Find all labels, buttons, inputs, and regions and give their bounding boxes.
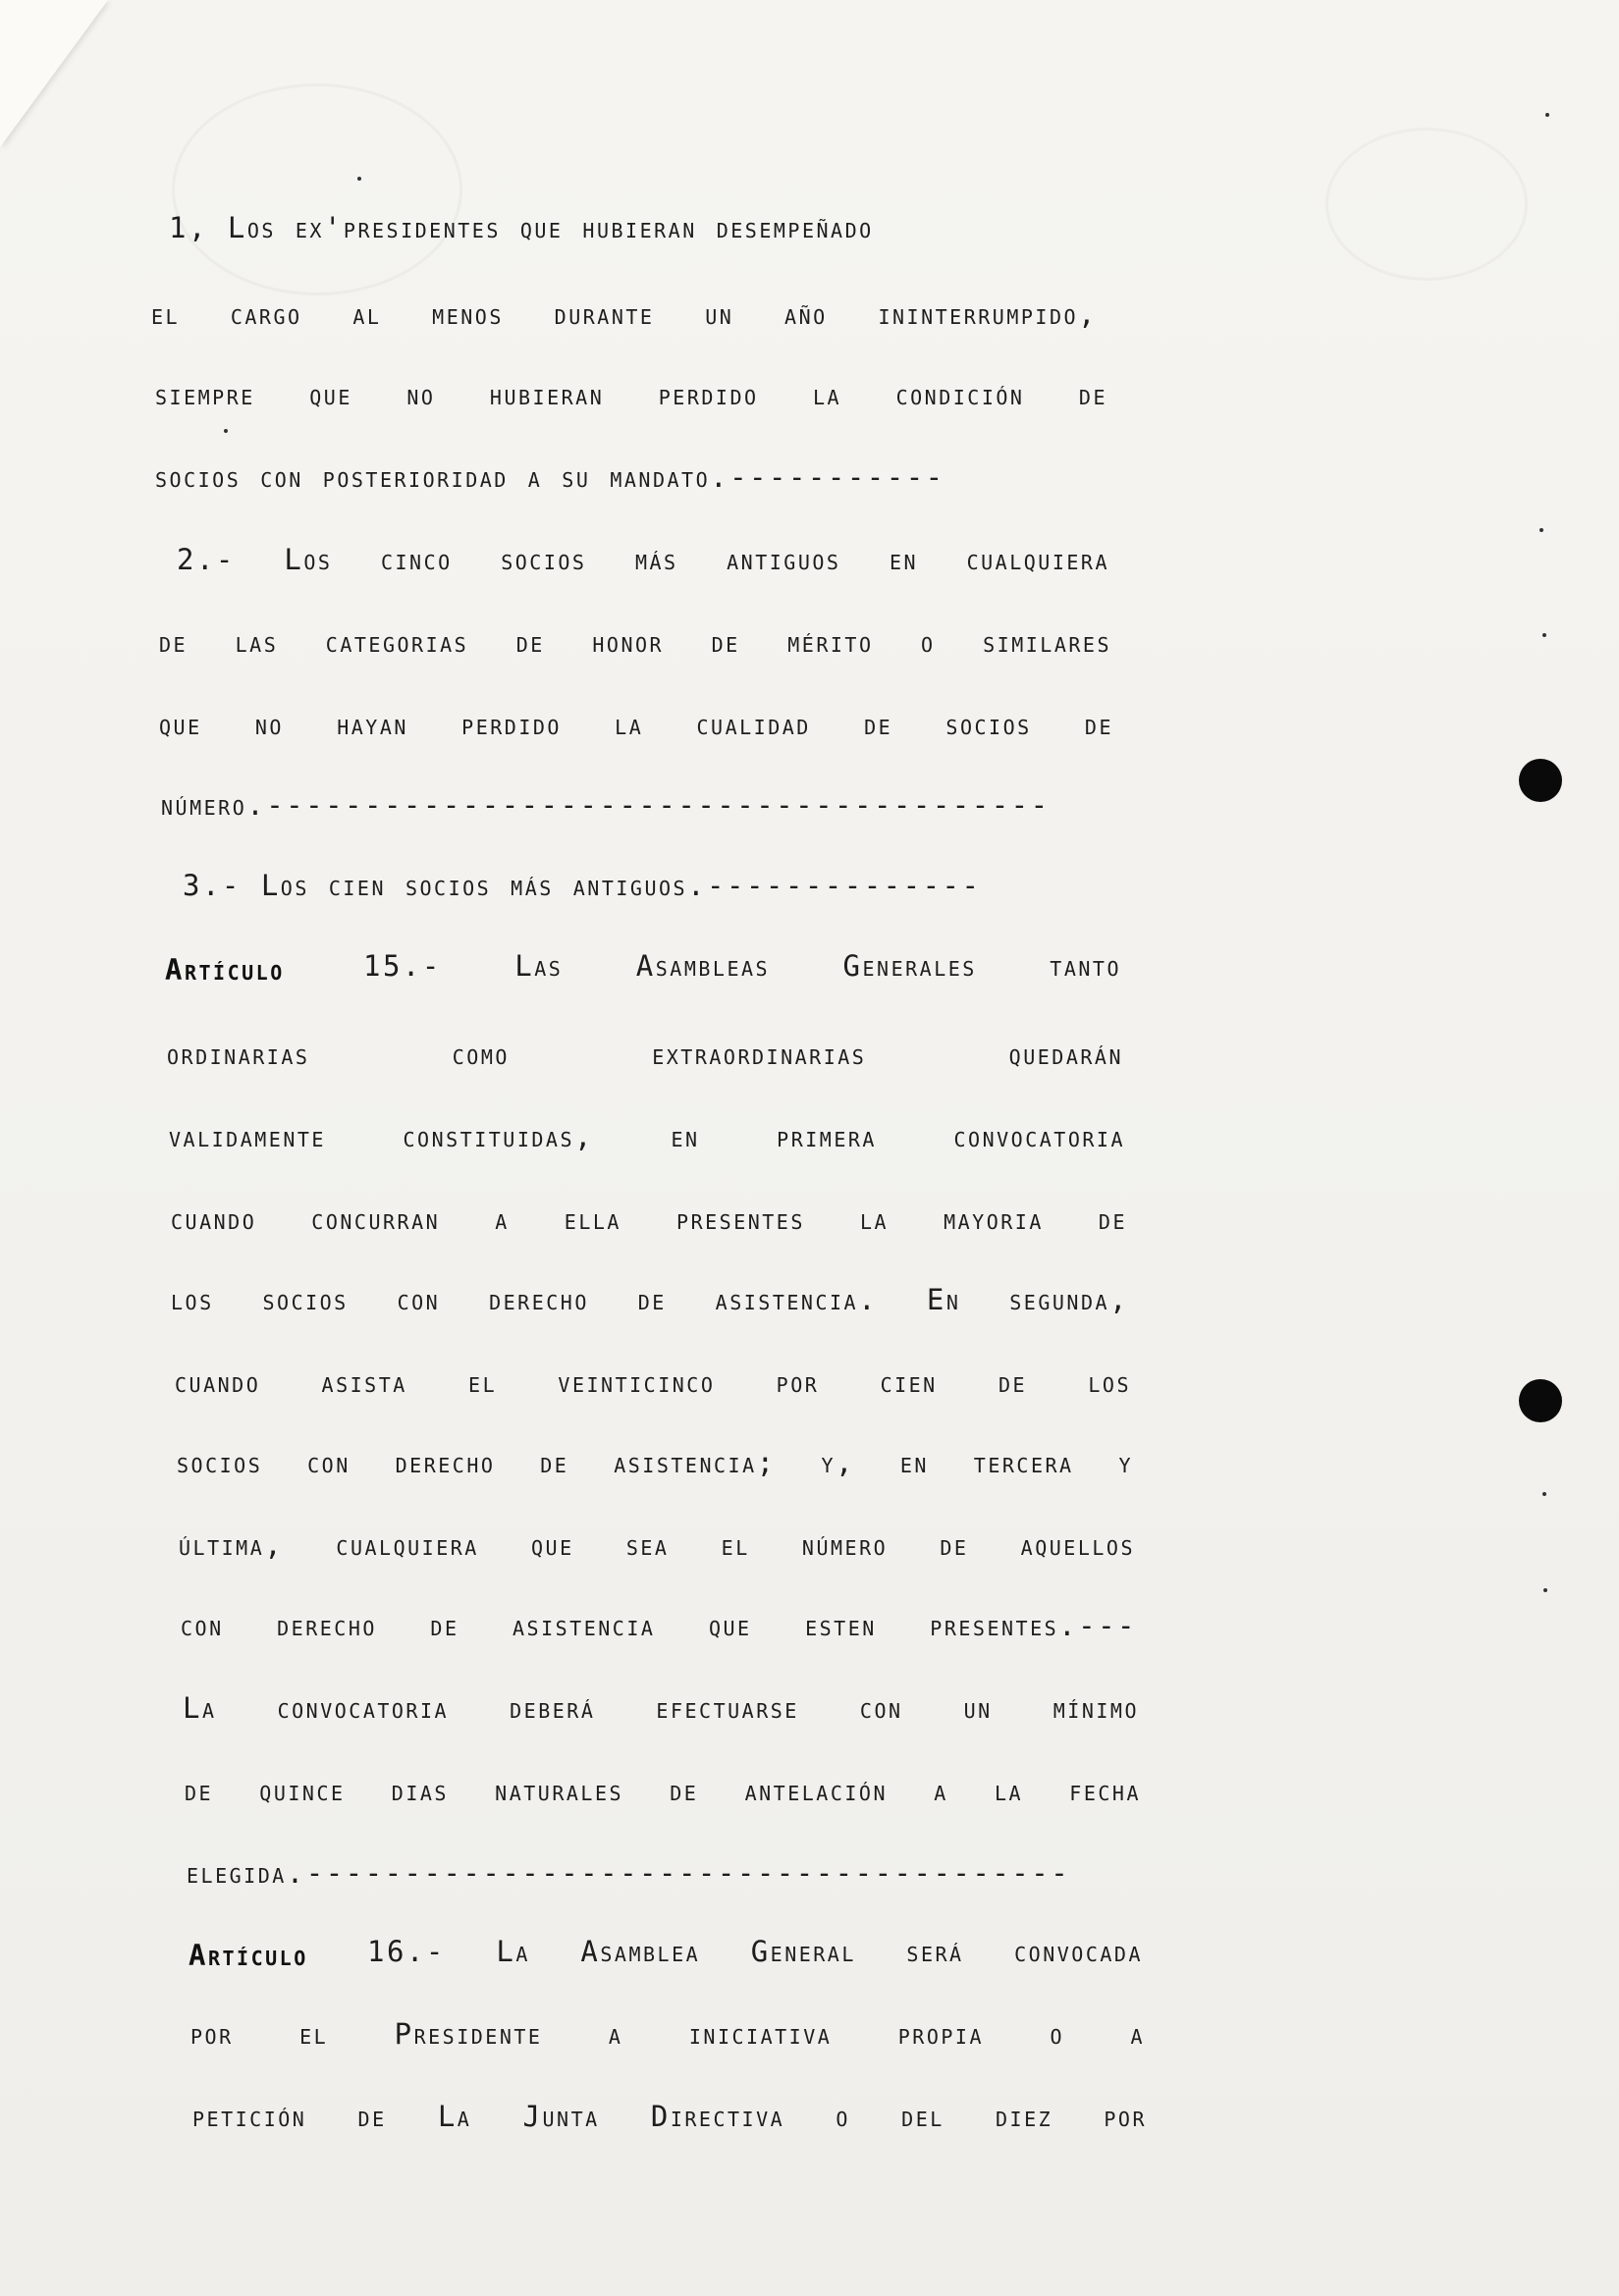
text-line-13: cuando concurran a ella presentes la mayoria de bbox=[171, 1202, 1127, 1236]
article-16-heading: Artículo bbox=[189, 1939, 308, 1972]
text-line-9: 3.- Los cien socios más antiguos.-------------- bbox=[183, 869, 982, 902]
text-line-1: 1, Los ex'presidentes que hubieran desempeñado bbox=[169, 211, 874, 244]
text-line-6: de las categorias de honor de mérito o similares bbox=[159, 625, 1111, 659]
text-line-5: 2.- Los cinco socios más antiguos en cualquiera bbox=[177, 543, 1109, 576]
text-line-17: última, cualquiera que sea el número de aquellos bbox=[179, 1528, 1135, 1562]
article-15-heading: Artículo bbox=[165, 953, 285, 987]
text-line-7: que no hayan perdido la cualidad de socios de bbox=[159, 708, 1113, 741]
text-line-11: ordinarias como extraordinarias quedarán bbox=[167, 1038, 1123, 1071]
text-line-24: petición de La Junta Directiva o del diez por bbox=[192, 2100, 1147, 2133]
text-line-14: los socios con derecho de asistencia. En segunda, bbox=[171, 1283, 1129, 1316]
text-line-8: número.---------------------------------------- bbox=[161, 788, 1051, 822]
text-line-23: por el Presidente a iniciativa propia o a bbox=[190, 2017, 1145, 2051]
text-line-3: siempre que no hubieran perdido la condición de bbox=[155, 378, 1107, 411]
text-line-10: 15.- Las Asambleas Generales tanto bbox=[363, 949, 1121, 983]
text-line-4: socios con posterioridad a su mandato.----------- bbox=[155, 460, 945, 494]
text-line-15: cuando asista el veinticinco por cien de los bbox=[175, 1365, 1131, 1399]
text-line-22: 16.- La Asamblea General será convocada bbox=[367, 1935, 1143, 1968]
text-line-2: el cargo al menos durante un año ininterrumpido, bbox=[151, 297, 1098, 331]
text-line-20: de quince dias naturales de antelación a la fecha bbox=[185, 1774, 1141, 1807]
text-line-19: La convocatoria deberá efectuarse con un mínimo bbox=[183, 1691, 1139, 1725]
text-line-21: elegida.--------------------------------------- bbox=[187, 1856, 1071, 1890]
text-line-12: validamente constituidas, en primera convocatoria bbox=[169, 1120, 1125, 1153]
text-line-18: con derecho de asistencia que esten presentes.--- bbox=[181, 1609, 1137, 1642]
text-line-16: socios con derecho de asistencia; y, en tercera y bbox=[177, 1446, 1133, 1479]
